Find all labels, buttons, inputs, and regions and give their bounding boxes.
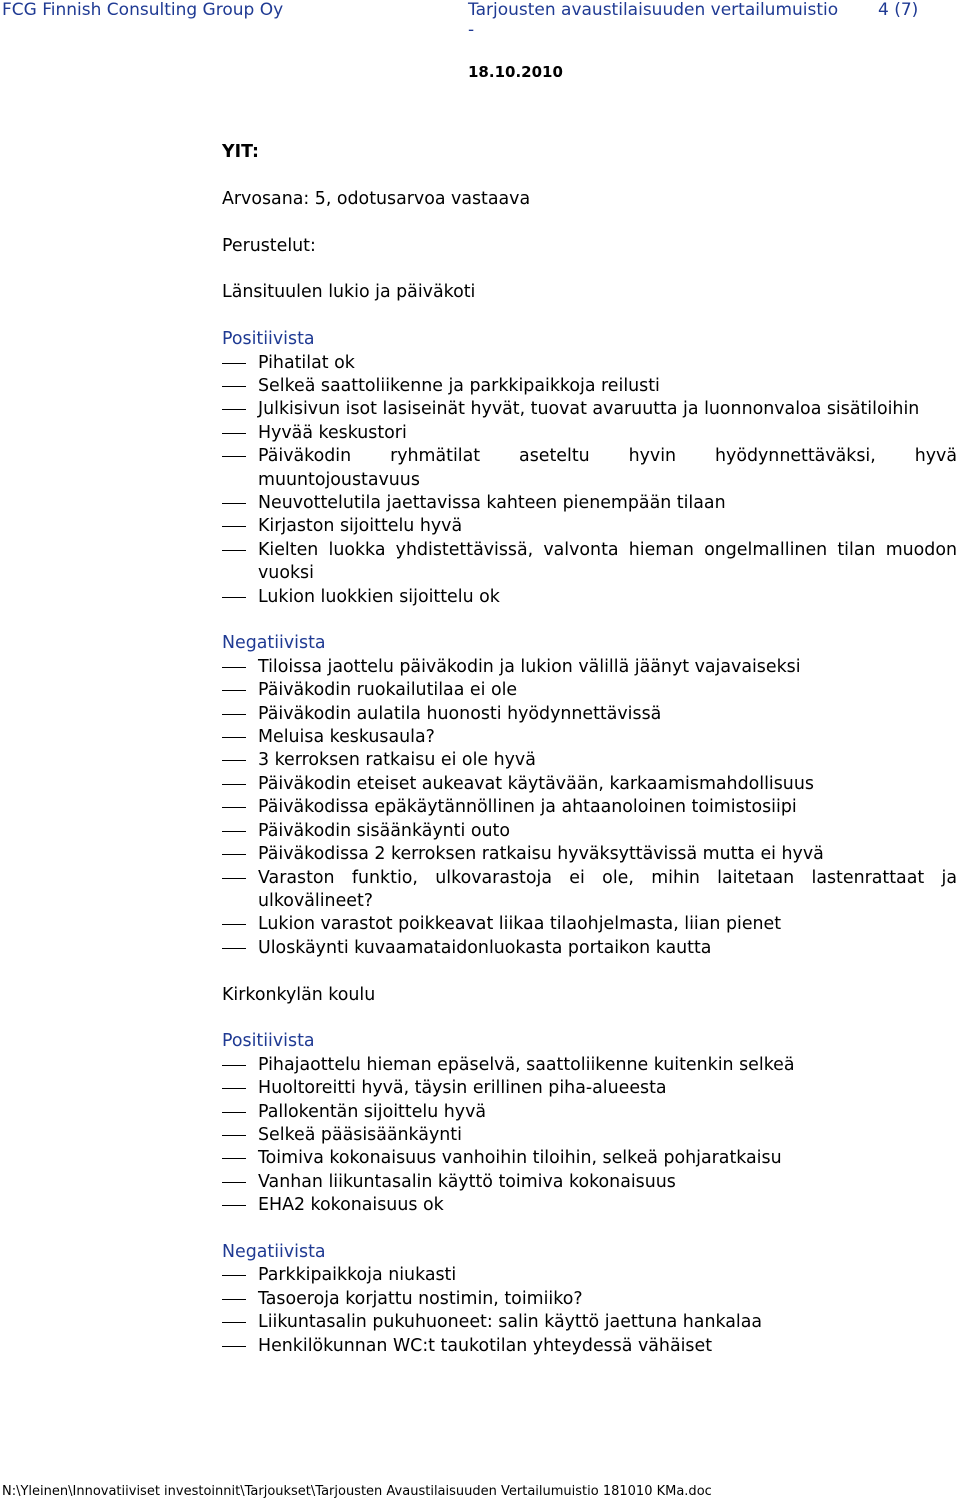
- list-item: Tiloissa jaottelu päiväkodin ja lukion välillä jäänyt vajavaiseksi: [222, 656, 957, 679]
- sections: [222, 281, 957, 1358]
- bullet-list: [222, 1054, 957, 1218]
- list-item: Päiväkodissa epäkäytännöllinen ja ahtaanoloinen toimistosiipi: [222, 796, 957, 819]
- list-item: Päiväkodin aulatila huonosti hyödynnettävissä: [222, 703, 957, 726]
- group-label: Positiivista: [222, 1031, 315, 1052]
- header-dash: -: [468, 20, 475, 40]
- header-document-title: Tarjousten avaustilaisuuden vertailumuistio: [468, 0, 839, 20]
- list-item: Lukion luokkien sijoittelu ok: [222, 586, 957, 609]
- document-body: [222, 141, 957, 1358]
- section-title: Kirkonkylän koulu: [222, 984, 376, 1005]
- list-item: Päiväkodin sisäänkäynti outo: [222, 820, 957, 843]
- group-label: Positiivista: [222, 329, 315, 350]
- list-item: Päiväkodin ryhmätilat aseteltu hyvin hyödynnettäväksi, hyvä muuntojoustavuus: [222, 445, 957, 492]
- header-date: 18.10.2010: [468, 63, 563, 81]
- list-item: Vanhan liikuntasalin käyttö toimiva kokonaisuus: [222, 1171, 957, 1194]
- list-item: Selkeä saattoliikenne ja parkkipaikkoja reilusti: [222, 375, 957, 398]
- bullet-list: [222, 656, 957, 960]
- list-item: Selkeä pääsisäänkäynti: [222, 1124, 957, 1147]
- group-label: Negatiivista: [222, 1241, 326, 1262]
- list-item: Päiväkodin ruokailutilaa ei ole: [222, 679, 957, 702]
- header-company: FCG Finnish Consulting Group Oy: [2, 0, 284, 20]
- bullet-list: [222, 1264, 957, 1358]
- list-item: Liikuntasalin pukuhuoneet: salin käyttö jaettuna hankalaa: [222, 1311, 957, 1334]
- list-item: Pihajaottelu hieman epäselvä, saattoliikenne kuitenkin selkeä: [222, 1054, 957, 1077]
- group-label: Negatiivista: [222, 633, 326, 654]
- list-item: Pihatilat ok: [222, 352, 957, 375]
- list-item: Henkilökunnan WC:t taukotilan yhteydessä vähäiset: [222, 1335, 957, 1358]
- list-item: Huoltoreitti hyvä, täysin erillinen piha-alueesta: [222, 1077, 957, 1100]
- footer-file-path: N:\Yleinen\Innovatiiviset investoinnit\Tarjoukset\Tarjousten Avaustilaisuuden Vertailumuistio 181010 KMa.doc: [2, 1484, 712, 1499]
- list-item: Lukion varastot poikkeavat liikaa tilaohjelmasta, liian pienet: [222, 913, 957, 936]
- list-item: Meluisa keskusaula?: [222, 726, 957, 749]
- bullet-list: [222, 352, 957, 609]
- list-item: Päiväkodissa 2 kerroksen ratkaisu hyväksyttävissä mutta ei hyvä: [222, 843, 957, 866]
- list-item: EHA2 kokonaisuus ok: [222, 1194, 957, 1217]
- list-item: 3 kerroksen ratkaisu ei ole hyvä: [222, 749, 957, 772]
- list-item: Kirjaston sijoittelu hyvä: [222, 515, 957, 538]
- list-item: Pallokentän sijoittelu hyvä: [222, 1101, 957, 1124]
- list-item: Uloskäynti kuvaamataidonluokasta portaikon kautta: [222, 937, 957, 960]
- list-item: Varaston funktio, ulkovarastoja ei ole, mihin laitetaan lastenrattaat ja ulkovälineet?: [222, 867, 957, 914]
- contractor-heading: YIT:: [222, 142, 259, 162]
- grounds-label: Perustelut:: [222, 235, 316, 256]
- section-title: Länsituulen lukio ja päiväkoti: [222, 282, 476, 303]
- list-item: Kielten luokka yhdistettävissä, valvonta hieman ongelmallinen tilan muodon vuoksi: [222, 539, 957, 586]
- list-item: Parkkipaikkoja niukasti: [222, 1264, 957, 1287]
- list-item: Tasoeroja korjattu nostimin, toimiiko?: [222, 1288, 957, 1311]
- list-item: Neuvottelutila jaettavissa kahteen pienempään tilaan: [222, 492, 957, 515]
- list-item: Julkisivun isot lasiseinät hyvät, tuovat avaruutta ja luonnonvaloa sisätiloihin: [222, 398, 957, 421]
- list-item: Hyvää keskustori: [222, 422, 957, 445]
- list-item: Päiväkodin eteiset aukeavat käytävään, karkaamismahdollisuus: [222, 773, 957, 796]
- header-page-number: 4 (7): [878, 0, 919, 20]
- grade-line: Arvosana: 5, odotusarvoa vastaava: [222, 188, 531, 209]
- list-item: Toimiva kokonaisuus vanhoihin tiloihin, selkeä pohjaratkaisu: [222, 1147, 957, 1170]
